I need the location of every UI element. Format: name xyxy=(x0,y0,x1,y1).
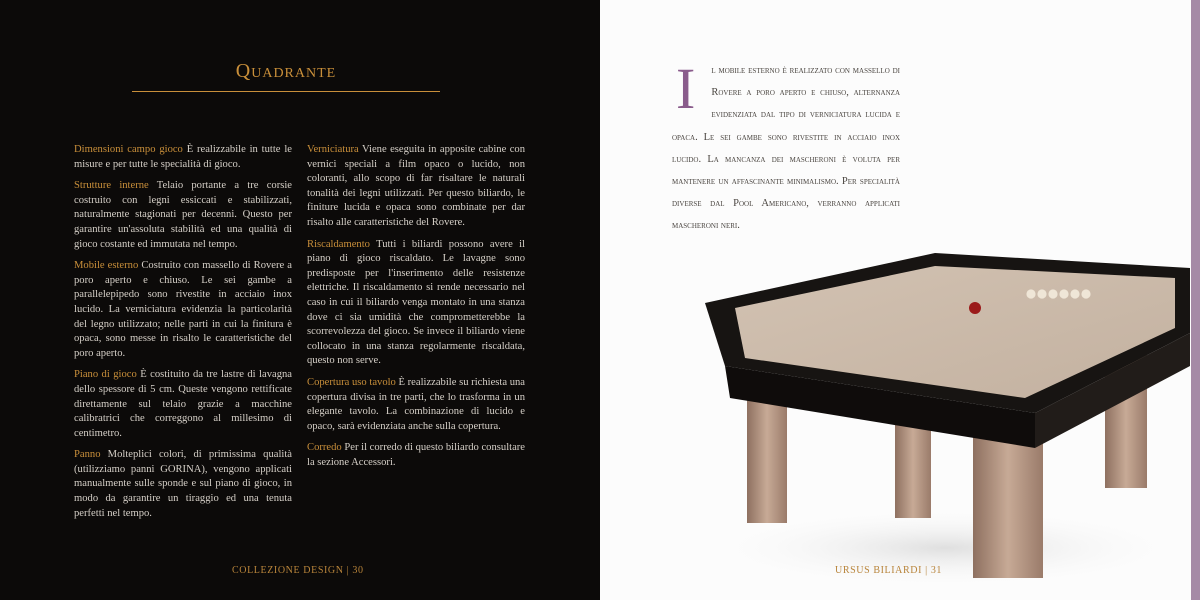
intro-paragraph xyxy=(672,56,900,238)
spec-text: È realizzabile su richiesta una copertura divisa in tre parti, che lo trasforma in un elegante tavolo. La combinazione di lucido e opaco, sarà evidenziata anche sulla copertura. xyxy=(307,376,525,432)
page-title: Quadrante xyxy=(235,60,337,82)
spec-paragraph xyxy=(74,448,292,521)
spec-text: Molteplici colori, di primissima qualità (utilizziamo panni GORINA), vengono applicati manualmente sulle sponde e sul piano di gioco, in modo da garantire un tiraggio ed una tenuta perfetti nel tempo. xyxy=(74,449,292,519)
spec-term: Corredo xyxy=(307,442,342,454)
spec-paragraph xyxy=(74,179,292,252)
spec-paragraph xyxy=(74,368,292,441)
drop-cap: I xyxy=(676,56,696,121)
spec-term: Dimensioni campo gioco xyxy=(74,144,183,155)
pin-ball xyxy=(1070,289,1079,298)
spec-term: Strutture interne xyxy=(74,180,149,192)
spec-paragraph xyxy=(74,143,292,172)
spec-text: È costituito da tre lastre di lavagna dello spessore di 5 cm. Queste vengono rettificate direttamente sul telaio grazie a macchine calibratrici che correggono al millesimo di centimetro. xyxy=(74,369,292,439)
spec-text: È realizzabile in tutte le misure e per tutte le specialità di gioco. xyxy=(74,144,292,170)
pin-ball xyxy=(1081,289,1090,298)
title-divider xyxy=(132,91,440,92)
pin-ball xyxy=(1037,289,1046,298)
pin-ball xyxy=(1048,289,1057,298)
page-footer-left: COLLEZIONE DESIGN | 30 xyxy=(232,565,364,576)
cue-ball xyxy=(969,302,981,314)
spec-text: Tutti i biliardi possono avere il piano di gioco riscaldato. Le lavagne sono predisposte per l'inserimento delle resistenze elettriche. Il riscaldamento si rende necessario nel caso in cui il biliardo venga montato in una stanza dove ci sia umidità che comprometterebbe la scorrevolezza del gioco. Se invece il biliardo viene collocato in una stanza regolarmente riscaldata, questo non serve. xyxy=(307,238,525,367)
spec-column-right xyxy=(307,143,525,477)
spec-term: Verniciatura xyxy=(307,144,359,155)
spec-term: Panno xyxy=(74,449,101,461)
spec-paragraph xyxy=(307,238,525,369)
spec-term: Mobile esterno xyxy=(74,260,139,272)
spec-term: Piano di gioco xyxy=(74,369,137,381)
spec-term: Riscaldamento xyxy=(307,238,370,250)
spec-column-left xyxy=(74,143,292,528)
intro-text: l mobile esterno è realizzato con massello di Rovere a poro aperto e chiuso, alternanza evidenziata dal tipo di verniciatura lucida e opaca. Le sei gambe sono rivestite in acciaio inox lucido. La mancanza dei mascheroni è voluta per mantenere un affascinante minimalismo. Per specialità diverse dal Pool Americano, verranno applicati mascheroni neri. xyxy=(672,65,900,232)
spec-paragraph xyxy=(307,441,525,470)
pin-ball xyxy=(1059,289,1068,298)
spec-text: Per il corredo di questo biliardo consultare la sezione Accessori. xyxy=(307,442,526,468)
spec-term: Copertura uso tavolo xyxy=(307,376,396,388)
table-leg xyxy=(747,388,787,523)
spec-paragraph xyxy=(307,143,525,231)
spec-text: Costruito con massello di Rovere a poro aperto e chiuso. Le sei gambe a parallelepipedo sono rivestite in acciaio inox lucido. La verniciatura evidenzia la particolarità del legno utilizzato; nelle parti in cui la finitura è opaca, sono messe in risalto le caratteristiche del poro aperto. xyxy=(74,260,293,359)
billiard-table-image xyxy=(695,248,1190,588)
page-footer-right: URSUS BILIARDI | 31 xyxy=(835,565,943,576)
spec-text: Telaio portante a tre corsie costruito con legni essiccati e stabilizzati, naturalmente stagionati per decenni. Questo per garantire un'assoluta stabilità ed una qualità di gioco costante ed immutata nel tempo. xyxy=(74,180,292,250)
spec-paragraph xyxy=(307,376,525,434)
pin-ball xyxy=(1026,289,1035,298)
spec-paragraph xyxy=(74,259,292,361)
spec-text: Viene eseguita in apposite cabine con vernici speciali a film opaco o lucido, non coloranti, allo scopo di far risaltare le naturali tonalità dei legni utilizzati. Per questo biliardo, le finiture lucida e opaca sono combinate per dar risalto alle caratteristiche del Rovere. xyxy=(307,144,526,228)
